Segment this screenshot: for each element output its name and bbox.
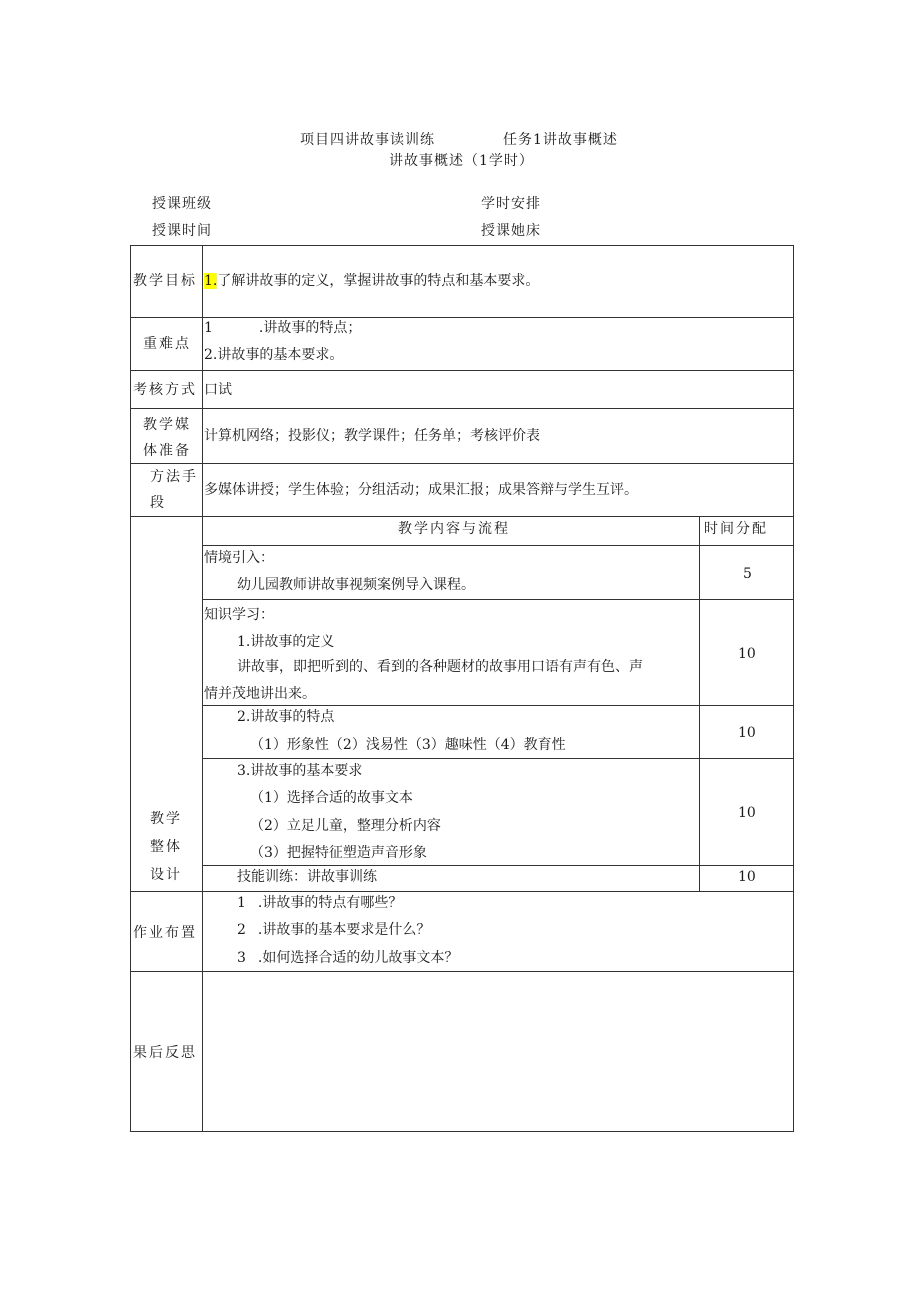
definition-text-line2: 情并茂地讲出来。 <box>204 686 316 702</box>
table-border-top <box>130 245 794 246</box>
homework-label: 作业布置 <box>133 925 197 941</box>
key-point-2: 2.讲故事的基本要求。 <box>204 347 344 363</box>
row-divider <box>130 370 794 371</box>
requirements-heading: 3.讲故事的基本要求 <box>237 763 363 779</box>
homework-q2-text: .讲故事的基本要求是什么？ <box>257 922 431 938</box>
features-list: （1）形象性（2）浅易性（3）趣味性（4）教育性 <box>250 737 566 753</box>
methods-label-line1: 方法手 <box>150 469 198 485</box>
requirement-2: （2）立足儿童，整理分析内容 <box>250 818 441 834</box>
methods-value: 多媒体讲授；学生体验；分组活动；成果汇报；成果答辩与学生互评。 <box>204 482 638 498</box>
skills-time: 10 <box>738 869 756 885</box>
intro-time: 5 <box>743 566 752 582</box>
homework-q3-text: .如何选择合适的幼儿故事文本？ <box>257 950 459 966</box>
assessment-value: 口试 <box>204 382 232 398</box>
homework-q3-number: 3 <box>237 950 246 966</box>
document-title <box>300 129 618 149</box>
homework-q3 <box>237 951 458 965</box>
row-divider <box>130 891 794 892</box>
media-value: 计算机网络；投影仪；教学课件；任务单；考核评价表 <box>204 428 540 444</box>
design-label-line3: 设计 <box>150 867 182 883</box>
requirement-1: （1）选择合适的故事文本 <box>250 790 413 806</box>
table-border-left <box>130 245 131 1132</box>
definition-text-line1: 讲故事，即把听到的、看到的各种题材的故事用口语有声有色、声 <box>237 659 643 675</box>
methods-label-line2: 段 <box>150 495 166 511</box>
hours-label: 学时安排 <box>481 196 541 212</box>
knowledge-time: 10 <box>738 646 756 662</box>
row-divider <box>130 971 794 972</box>
homework-q2 <box>237 923 430 937</box>
table-border-bottom <box>130 1131 794 1132</box>
design-label-line1: 教学 <box>150 811 182 827</box>
design-row-divider <box>202 705 794 706</box>
definition-heading: 1.讲故事的定义 <box>237 634 335 650</box>
reflection-label: 果后反思 <box>133 1045 197 1061</box>
time-label: 授课时间 <box>152 223 212 239</box>
design-row-divider <box>202 599 794 600</box>
document-subtitle: 讲故事概述（1学时） <box>389 153 534 169</box>
key-point-1 <box>204 321 361 335</box>
key-points-label: 重难点 <box>143 336 191 352</box>
homework-q1-text: .讲故事的特点有哪些？ <box>257 895 403 911</box>
time-column-divider <box>699 516 700 892</box>
design-header-content: 教学内容与流程 <box>398 521 510 537</box>
design-row-divider <box>202 758 794 759</box>
homework-q1-number: 1 <box>237 895 246 911</box>
homework-q1 <box>237 896 402 910</box>
features-time: 10 <box>738 725 756 741</box>
table-border-right <box>793 245 794 1132</box>
class-label: 授课班级 <box>152 196 212 212</box>
task-title: 任务1讲故事概述 <box>503 132 618 148</box>
project-title: 项目四讲故事读训练 <box>300 132 435 148</box>
homework-q2-number: 2 <box>237 922 246 938</box>
design-label-line2: 整体 <box>150 839 182 855</box>
assessment-label: 考核方式 <box>133 382 197 398</box>
objective-label: 教学目标 <box>133 273 197 289</box>
objective-text <box>204 274 539 288</box>
media-label-line2: 体准备 <box>143 443 191 459</box>
features-heading: 2.讲故事的特点 <box>237 709 335 725</box>
label-column-divider <box>202 245 203 1132</box>
knowledge-title: 知识学习： <box>204 607 274 623</box>
objective-content: 了解讲故事的定义，掌握讲故事的特点和基本要求。 <box>217 273 540 289</box>
row-divider <box>130 317 794 318</box>
media-label-line1: 教学媒 <box>143 417 191 433</box>
intro-text: 幼儿园教师讲故事视频案例导入课程。 <box>237 577 475 593</box>
design-row-divider <box>202 865 794 866</box>
place-label: 授课她床 <box>481 223 541 239</box>
objective-number: 1. <box>204 273 218 289</box>
design-row-divider <box>202 545 794 546</box>
key-point-1-text: .讲故事的特点； <box>258 320 362 336</box>
row-divider <box>130 408 794 409</box>
key-point-1-number: 1 <box>204 320 213 336</box>
requirement-3: （3）把握特征塑造声音形象 <box>250 845 427 861</box>
row-divider <box>130 516 794 517</box>
skills-training: 技能训练：讲故事训练 <box>237 869 377 885</box>
row-divider <box>130 463 794 464</box>
requirements-time: 10 <box>738 805 756 821</box>
design-header-time: 时间分配 <box>704 521 768 537</box>
intro-title: 情境引入： <box>204 550 274 566</box>
